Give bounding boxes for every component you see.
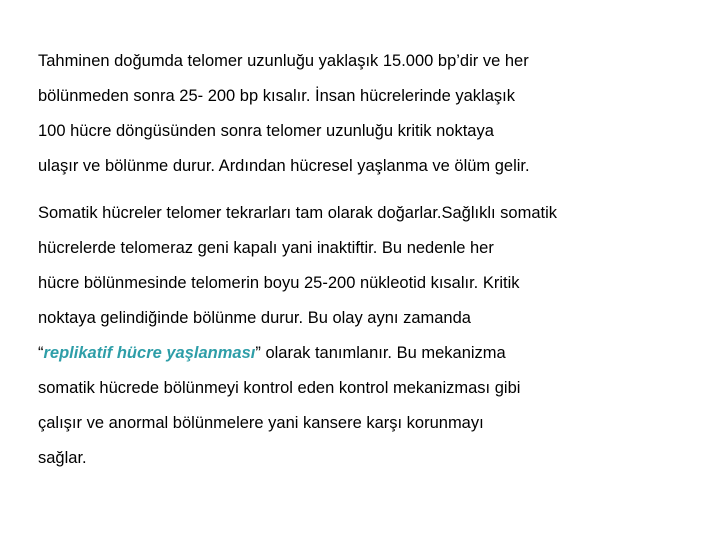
text-line: somatik hücrede bölünmeyi kontrol eden kontrol mekanizması gibi <box>38 379 521 397</box>
text-line: sağlar. <box>38 449 87 467</box>
paragraph-somatic-cells <box>38 196 716 476</box>
text-line: çalışır ve anormal bölünmelere yani kansere karşı korunmayı <box>38 414 484 432</box>
open-quote: “ <box>38 344 44 362</box>
text-after-emphasis: ” olarak tanımlanır. Bu mekanizma <box>255 344 506 362</box>
text-line: Somatik hücreler telomer tekrarları tam olarak doğarlar.Sağlıklı somatik <box>38 204 558 222</box>
text-line: 100 hücre döngüsünden sonra telomer uzunluğu kritik noktaya <box>38 122 494 140</box>
text-line: ulaşır ve bölünme durur. Ardından hücresel yaşlanma ve ölüm gelir. <box>38 157 530 175</box>
text-line: Tahminen doğumda telomer uzunluğu yaklaşık 15.000 bp’dir ve her <box>38 52 529 70</box>
text-line: bölünmeden sonra 25- 200 bp kısalır. İnsan hücrelerinde yaklaşık <box>38 87 515 105</box>
emphasized-term: replikatif hücre yaşlanması <box>43 344 256 362</box>
text-line: hücrelerde telomeraz geni kapalı yani inaktiftir. Bu nedenle her <box>38 239 494 257</box>
text-line: noktaya gelindiğinde bölünme durur. Bu olay aynı zamanda <box>38 309 471 327</box>
paragraph-telomere-length <box>38 44 716 184</box>
text-line: hücre bölünmesinde telomerin boyu 25-200 nükleotid kısalır. Kritik <box>38 274 520 292</box>
text-line-with-emphasis <box>38 336 716 371</box>
